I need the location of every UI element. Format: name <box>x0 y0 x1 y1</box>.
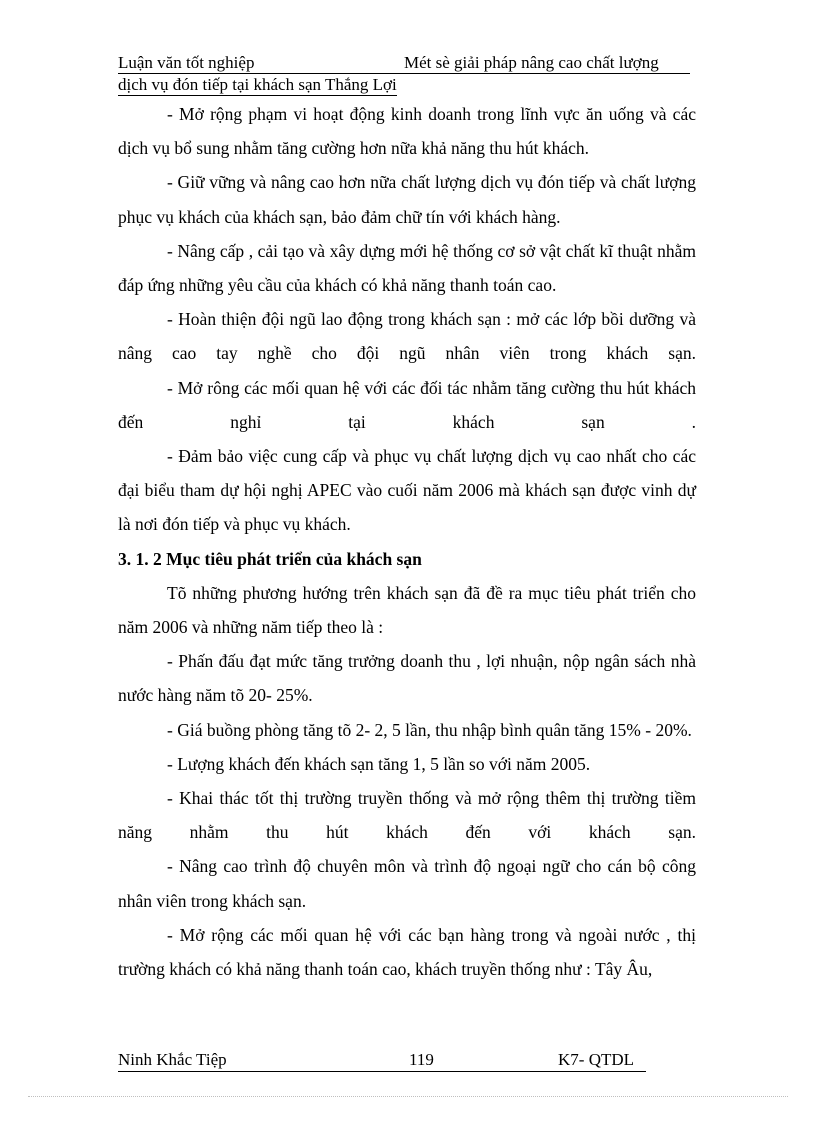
header-line-1 <box>118 52 690 74</box>
paragraph: - Mở rông các mối quan hệ với các đối tác nhằm tăng cường thu hút khách đến nghỉ tại khách sạn . <box>118 377 696 432</box>
paragraph: - Nâng cấp , cải tạo và xây dựng mới hệ thống cơ sở vật chất kĩ thuật nhằm đáp ứng những yêu cầu của khách có khả năng thanh toán cao. <box>118 240 696 296</box>
page-number: 119 <box>409 1050 434 1069</box>
paragraph: - Hoàn thiện đội ngũ lao động trong khách sạn : mở các lớp bồi dưỡng và nâng cao tay nghề cho đội ngũ nhân viên trong khách sạn. <box>118 309 696 364</box>
paragraph: - Giá buồng phòng tăng tõ 2- 2, 5 lần, thu nhập bình quân tăng 15% - 20%. <box>167 719 692 740</box>
paragraph: - Phấn đấu đạt mức tăng trưởng doanh thu , lợi nhuận, nộp ngân sách nhà nước hàng năm tõ 20- 25%. <box>118 651 696 706</box>
paragraph: Tõ những phương hướng trên khách sạn đã đề ra mục tiêu phát triển cho năm 2006 và những năm tiếp theo là : <box>118 582 696 638</box>
footer-class-code: K7- QTDL <box>558 1050 635 1069</box>
paragraph: - Mở rộng các mối quan hệ với các bạn hàng trong và ngoài nước , thị trường khách có khả năng thanh toán cao, khách truyền thống như : Tây Âu, <box>118 924 696 980</box>
paragraph: - Nâng cao trình độ chuyên môn và trình độ ngoại ngữ cho cán bộ công nhân viên trong khách sạn. <box>118 856 696 911</box>
paragraph: - Mở rộng phạm vi hoạt động kinh doanh trong lĩnh vực ăn uống và các dịch vụ bổ sung nhằm tăng cường hơn nữa khả năng thu hút khách. <box>118 104 696 159</box>
header-thesis-title: Mét sè giải pháp nâng cao chất lượng <box>404 53 659 72</box>
paragraph: - Khai thác tốt thị trường truyền thống và mở rộng thêm thị trường tiềm năng nhằm thu hút khách đến với khách sạn. <box>118 788 696 843</box>
header-thesis-title-continued: dịch vụ đón tiếp tại khách sạn Thắng Lợi <box>118 75 397 94</box>
paragraph: - Giữ vững và nâng cao hơn nữa chất lượng dịch vụ đón tiếp và chất lượng phục vụ khách của khách sạn, bảo đảm chữ tín với khách hàng. <box>118 172 696 227</box>
body-text <box>118 97 696 986</box>
paragraph: - Đảm bảo việc cung cấp và phục vụ chất lượng dịch vụ cao nhất cho các đại biểu tham dự hội nghị APEC vào cuối năm 2006 mà khách sạn được vinh dự là nơi đón tiếp và phục vụ khách. <box>118 446 696 535</box>
page-bottom-divider <box>28 1096 788 1097</box>
page-header <box>118 52 690 96</box>
paragraph: - Lượng khách đến khách sạn tăng 1, 5 lần so với năm 2005. <box>167 753 591 774</box>
header-thesis-label: Luận văn tốt nghiệp <box>118 53 255 72</box>
footer-author: Ninh Khắc Tiệp <box>118 1050 227 1069</box>
page-footer <box>118 1049 646 1072</box>
section-heading: 3. 1. 2 Mục tiêu phát triển của khách sạn <box>118 548 422 569</box>
